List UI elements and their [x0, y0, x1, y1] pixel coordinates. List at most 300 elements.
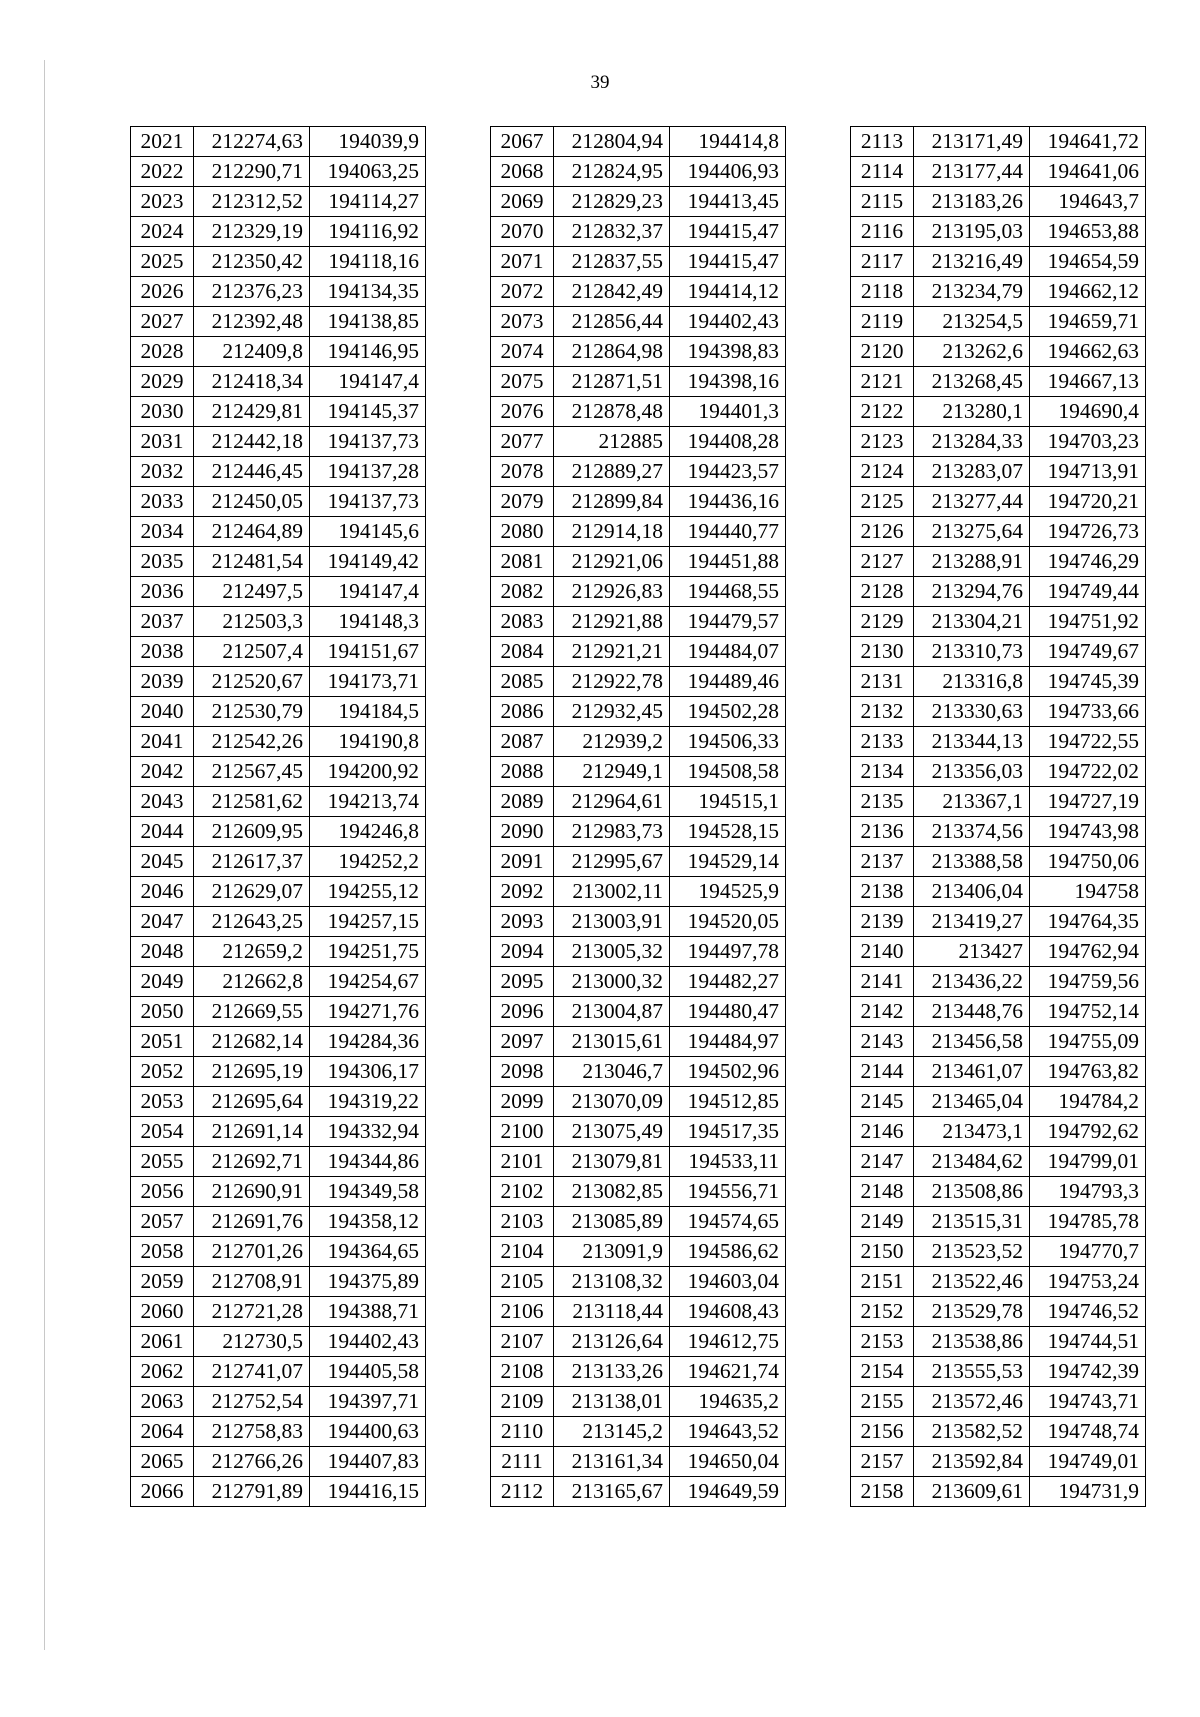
point-number-cell: 2142 — [851, 997, 914, 1027]
y-coordinate-cell: 194746,52 — [1030, 1297, 1146, 1327]
y-coordinate-cell: 194662,63 — [1030, 337, 1146, 367]
table-row — [491, 907, 786, 937]
y-coordinate-cell: 194770,7 — [1030, 1237, 1146, 1267]
point-number-cell: 2044 — [131, 817, 194, 847]
table-row — [491, 1117, 786, 1147]
x-coordinate-cell: 212864,98 — [554, 337, 670, 367]
x-coordinate-cell: 212922,78 — [554, 667, 670, 697]
x-coordinate-cell: 213582,52 — [914, 1417, 1030, 1447]
point-number-cell: 2023 — [131, 187, 194, 217]
table-row — [491, 787, 786, 817]
y-coordinate-cell: 194344,86 — [310, 1147, 426, 1177]
point-number-cell: 2112 — [491, 1477, 554, 1507]
x-coordinate-cell: 213002,11 — [554, 877, 670, 907]
table-row — [851, 1387, 1146, 1417]
point-number-cell: 2078 — [491, 457, 554, 487]
table-row — [491, 607, 786, 637]
point-number-cell: 2070 — [491, 217, 554, 247]
x-coordinate-cell: 212542,26 — [194, 727, 310, 757]
coordinates-table-2 — [490, 126, 786, 1507]
x-coordinate-cell: 212824,95 — [554, 157, 670, 187]
x-coordinate-cell: 213005,32 — [554, 937, 670, 967]
point-number-cell: 2106 — [491, 1297, 554, 1327]
y-coordinate-cell: 194506,33 — [670, 727, 786, 757]
y-coordinate-cell: 194749,44 — [1030, 577, 1146, 607]
point-number-cell: 2031 — [131, 427, 194, 457]
y-coordinate-cell: 194484,07 — [670, 637, 786, 667]
x-coordinate-cell: 212695,19 — [194, 1057, 310, 1087]
point-number-cell: 2104 — [491, 1237, 554, 1267]
x-coordinate-cell: 212290,71 — [194, 157, 310, 187]
y-coordinate-cell: 194145,6 — [310, 517, 426, 547]
x-coordinate-cell: 213046,7 — [554, 1057, 670, 1087]
point-number-cell: 2034 — [131, 517, 194, 547]
x-coordinate-cell: 212889,27 — [554, 457, 670, 487]
y-coordinate-cell: 194405,58 — [310, 1357, 426, 1387]
table-row — [491, 1417, 786, 1447]
y-coordinate-cell: 194744,51 — [1030, 1327, 1146, 1357]
x-coordinate-cell: 212418,34 — [194, 367, 310, 397]
point-number-cell: 2143 — [851, 1027, 914, 1057]
y-coordinate-cell: 194520,05 — [670, 907, 786, 937]
x-coordinate-cell: 212837,55 — [554, 247, 670, 277]
table-row — [131, 787, 426, 817]
point-number-cell: 2075 — [491, 367, 554, 397]
x-coordinate-cell: 212691,76 — [194, 1207, 310, 1237]
point-number-cell: 2123 — [851, 427, 914, 457]
y-coordinate-cell: 194574,65 — [670, 1207, 786, 1237]
table-row — [851, 1027, 1146, 1057]
point-number-cell: 2060 — [131, 1297, 194, 1327]
table-row — [131, 727, 426, 757]
point-number-cell: 2098 — [491, 1057, 554, 1087]
x-coordinate-cell: 213538,86 — [914, 1327, 1030, 1357]
x-coordinate-cell: 212464,89 — [194, 517, 310, 547]
y-coordinate-cell: 194118,16 — [310, 247, 426, 277]
table-row — [131, 217, 426, 247]
point-number-cell: 2076 — [491, 397, 554, 427]
table-row — [491, 337, 786, 367]
y-coordinate-cell: 194753,24 — [1030, 1267, 1146, 1297]
y-coordinate-cell: 194529,14 — [670, 847, 786, 877]
y-coordinate-cell: 194793,3 — [1030, 1177, 1146, 1207]
x-coordinate-cell: 213275,64 — [914, 517, 1030, 547]
y-coordinate-cell: 194621,74 — [670, 1357, 786, 1387]
y-coordinate-cell: 194147,4 — [310, 367, 426, 397]
y-coordinate-cell: 194413,45 — [670, 187, 786, 217]
point-number-cell: 2087 — [491, 727, 554, 757]
table-row — [851, 1057, 1146, 1087]
y-coordinate-cell: 194784,2 — [1030, 1087, 1146, 1117]
table-row — [131, 277, 426, 307]
point-number-cell: 2132 — [851, 697, 914, 727]
point-number-cell: 2103 — [491, 1207, 554, 1237]
point-number-cell: 2129 — [851, 607, 914, 637]
y-coordinate-cell: 194145,37 — [310, 397, 426, 427]
table-row — [131, 307, 426, 337]
point-number-cell: 2025 — [131, 247, 194, 277]
table-row — [491, 1327, 786, 1357]
point-number-cell: 2121 — [851, 367, 914, 397]
point-number-cell: 2156 — [851, 1417, 914, 1447]
y-coordinate-cell: 194667,13 — [1030, 367, 1146, 397]
table-row — [851, 697, 1146, 727]
point-number-cell: 2109 — [491, 1387, 554, 1417]
table-row — [491, 1237, 786, 1267]
y-coordinate-cell: 194246,8 — [310, 817, 426, 847]
point-number-cell: 2133 — [851, 727, 914, 757]
x-coordinate-cell: 212871,51 — [554, 367, 670, 397]
table-row — [491, 487, 786, 517]
point-number-cell: 2095 — [491, 967, 554, 997]
y-coordinate-cell: 194184,5 — [310, 697, 426, 727]
x-coordinate-cell: 212949,1 — [554, 757, 670, 787]
point-number-cell: 2099 — [491, 1087, 554, 1117]
table-row — [131, 1447, 426, 1477]
x-coordinate-cell: 212497,5 — [194, 577, 310, 607]
point-number-cell: 2073 — [491, 307, 554, 337]
table-row — [131, 247, 426, 277]
x-coordinate-cell: 212446,45 — [194, 457, 310, 487]
table-row — [491, 667, 786, 697]
point-number-cell: 2149 — [851, 1207, 914, 1237]
y-coordinate-cell: 194556,71 — [670, 1177, 786, 1207]
point-number-cell: 2086 — [491, 697, 554, 727]
table-row — [851, 367, 1146, 397]
point-number-cell: 2117 — [851, 247, 914, 277]
y-coordinate-cell: 194406,93 — [670, 157, 786, 187]
table-row — [491, 457, 786, 487]
table-row — [851, 487, 1146, 517]
table-row — [491, 1147, 786, 1177]
table-row — [131, 487, 426, 517]
x-coordinate-cell: 213161,34 — [554, 1447, 670, 1477]
point-number-cell: 2081 — [491, 547, 554, 577]
table-row — [491, 997, 786, 1027]
x-coordinate-cell: 212752,54 — [194, 1387, 310, 1417]
y-coordinate-cell: 194720,21 — [1030, 487, 1146, 517]
point-number-cell: 2085 — [491, 667, 554, 697]
table-row — [851, 1267, 1146, 1297]
table-row — [851, 607, 1146, 637]
y-coordinate-cell: 194742,39 — [1030, 1357, 1146, 1387]
table-row — [851, 757, 1146, 787]
table-row — [851, 1237, 1146, 1267]
x-coordinate-cell: 213000,32 — [554, 967, 670, 997]
x-coordinate-cell: 213448,76 — [914, 997, 1030, 1027]
table-row — [131, 667, 426, 697]
point-number-cell: 2147 — [851, 1147, 914, 1177]
table-row — [491, 1297, 786, 1327]
coordinates-table-3 — [850, 126, 1146, 1507]
y-coordinate-cell: 194468,55 — [670, 577, 786, 607]
y-coordinate-cell: 194484,97 — [670, 1027, 786, 1057]
table-row — [851, 517, 1146, 547]
point-number-cell: 2037 — [131, 607, 194, 637]
x-coordinate-cell: 213126,64 — [554, 1327, 670, 1357]
x-coordinate-cell: 213138,01 — [554, 1387, 670, 1417]
point-number-cell: 2152 — [851, 1297, 914, 1327]
x-coordinate-cell: 212662,8 — [194, 967, 310, 997]
table-row — [491, 757, 786, 787]
point-number-cell: 2049 — [131, 967, 194, 997]
y-coordinate-cell: 194114,27 — [310, 187, 426, 217]
x-coordinate-cell: 212878,48 — [554, 397, 670, 427]
y-coordinate-cell: 194284,36 — [310, 1027, 426, 1057]
x-coordinate-cell: 212274,63 — [194, 127, 310, 157]
y-coordinate-cell: 194743,71 — [1030, 1387, 1146, 1417]
x-coordinate-cell: 213310,73 — [914, 637, 1030, 667]
y-coordinate-cell: 194502,28 — [670, 697, 786, 727]
point-number-cell: 2092 — [491, 877, 554, 907]
table-row — [851, 1177, 1146, 1207]
y-coordinate-cell: 194799,01 — [1030, 1147, 1146, 1177]
table-row — [491, 547, 786, 577]
point-number-cell: 2069 — [491, 187, 554, 217]
point-number-cell: 2113 — [851, 127, 914, 157]
table-row — [131, 997, 426, 1027]
table-row — [491, 727, 786, 757]
point-number-cell: 2128 — [851, 577, 914, 607]
y-coordinate-cell: 194482,27 — [670, 967, 786, 997]
y-coordinate-cell: 194746,29 — [1030, 547, 1146, 577]
table-row — [131, 1357, 426, 1387]
point-number-cell: 2094 — [491, 937, 554, 967]
table-row — [131, 427, 426, 457]
y-coordinate-cell: 194402,43 — [310, 1327, 426, 1357]
point-number-cell: 2059 — [131, 1267, 194, 1297]
table-row — [491, 277, 786, 307]
y-coordinate-cell: 194398,16 — [670, 367, 786, 397]
table-row — [851, 847, 1146, 877]
x-coordinate-cell: 212804,94 — [554, 127, 670, 157]
y-coordinate-cell: 194137,73 — [310, 487, 426, 517]
x-coordinate-cell: 213003,91 — [554, 907, 670, 937]
y-coordinate-cell: 194414,8 — [670, 127, 786, 157]
y-coordinate-cell: 194612,75 — [670, 1327, 786, 1357]
x-coordinate-cell: 212691,14 — [194, 1117, 310, 1147]
point-number-cell: 2150 — [851, 1237, 914, 1267]
table-row — [131, 1057, 426, 1087]
y-coordinate-cell: 194641,72 — [1030, 127, 1146, 157]
table-row — [491, 397, 786, 427]
x-coordinate-cell: 213177,44 — [914, 157, 1030, 187]
table-row — [131, 1297, 426, 1327]
point-number-cell: 2126 — [851, 517, 914, 547]
x-coordinate-cell: 213344,13 — [914, 727, 1030, 757]
point-number-cell: 2058 — [131, 1237, 194, 1267]
point-number-cell: 2030 — [131, 397, 194, 427]
x-coordinate-cell: 213484,62 — [914, 1147, 1030, 1177]
table-row — [491, 157, 786, 187]
table-row — [131, 697, 426, 727]
point-number-cell: 2158 — [851, 1477, 914, 1507]
y-coordinate-cell: 194252,2 — [310, 847, 426, 877]
y-coordinate-cell: 194497,78 — [670, 937, 786, 967]
point-number-cell: 2146 — [851, 1117, 914, 1147]
y-coordinate-cell: 194138,85 — [310, 307, 426, 337]
table-row — [131, 967, 426, 997]
y-coordinate-cell: 194479,57 — [670, 607, 786, 637]
y-coordinate-cell: 194364,65 — [310, 1237, 426, 1267]
table-row — [131, 907, 426, 937]
table-row — [491, 1267, 786, 1297]
x-coordinate-cell: 212350,42 — [194, 247, 310, 277]
y-coordinate-cell: 194758 — [1030, 877, 1146, 907]
point-number-cell: 2036 — [131, 577, 194, 607]
point-number-cell: 2064 — [131, 1417, 194, 1447]
table-row — [131, 1027, 426, 1057]
y-coordinate-cell: 194398,83 — [670, 337, 786, 367]
x-coordinate-cell: 213085,89 — [554, 1207, 670, 1237]
point-number-cell: 2118 — [851, 277, 914, 307]
y-coordinate-cell: 194515,1 — [670, 787, 786, 817]
table-row — [851, 277, 1146, 307]
x-coordinate-cell: 212695,64 — [194, 1087, 310, 1117]
x-coordinate-cell: 212995,67 — [554, 847, 670, 877]
table-row — [851, 577, 1146, 607]
y-coordinate-cell: 194257,15 — [310, 907, 426, 937]
x-coordinate-cell: 213262,6 — [914, 337, 1030, 367]
y-coordinate-cell: 194763,82 — [1030, 1057, 1146, 1087]
y-coordinate-cell: 194726,73 — [1030, 517, 1146, 547]
y-coordinate-cell: 194731,9 — [1030, 1477, 1146, 1507]
y-coordinate-cell: 194792,62 — [1030, 1117, 1146, 1147]
point-number-cell: 2042 — [131, 757, 194, 787]
point-number-cell: 2084 — [491, 637, 554, 667]
x-coordinate-cell: 213234,79 — [914, 277, 1030, 307]
y-coordinate-cell: 194727,19 — [1030, 787, 1146, 817]
x-coordinate-cell: 213280,1 — [914, 397, 1030, 427]
page-number: 39 — [590, 72, 610, 93]
y-coordinate-cell: 194116,92 — [310, 217, 426, 247]
y-coordinate-cell: 194063,25 — [310, 157, 426, 187]
table-row — [131, 817, 426, 847]
x-coordinate-cell: 212730,5 — [194, 1327, 310, 1357]
y-coordinate-cell: 194148,3 — [310, 607, 426, 637]
y-coordinate-cell: 194635,2 — [670, 1387, 786, 1417]
x-coordinate-cell: 212842,49 — [554, 277, 670, 307]
table-row — [851, 1417, 1146, 1447]
x-coordinate-cell: 212758,83 — [194, 1417, 310, 1447]
point-number-cell: 2066 — [131, 1477, 194, 1507]
table-row — [131, 1177, 426, 1207]
x-coordinate-cell: 212609,95 — [194, 817, 310, 847]
y-coordinate-cell: 194149,42 — [310, 547, 426, 577]
x-coordinate-cell: 212520,67 — [194, 667, 310, 697]
point-number-cell: 2043 — [131, 787, 194, 817]
x-coordinate-cell: 213195,03 — [914, 217, 1030, 247]
table-row — [491, 1387, 786, 1417]
x-coordinate-cell: 212921,21 — [554, 637, 670, 667]
y-coordinate-cell: 194743,98 — [1030, 817, 1146, 847]
point-number-cell: 2125 — [851, 487, 914, 517]
y-coordinate-cell: 194414,12 — [670, 277, 786, 307]
y-coordinate-cell: 194436,16 — [670, 487, 786, 517]
y-coordinate-cell: 194748,74 — [1030, 1417, 1146, 1447]
x-coordinate-cell: 212832,37 — [554, 217, 670, 247]
table-row — [851, 1327, 1146, 1357]
point-number-cell: 2040 — [131, 697, 194, 727]
y-coordinate-cell: 194751,92 — [1030, 607, 1146, 637]
y-coordinate-cell: 194358,12 — [310, 1207, 426, 1237]
point-number-cell: 2137 — [851, 847, 914, 877]
x-coordinate-cell: 212692,71 — [194, 1147, 310, 1177]
point-number-cell: 2057 — [131, 1207, 194, 1237]
x-coordinate-cell: 213133,26 — [554, 1357, 670, 1387]
table-row — [131, 397, 426, 427]
point-number-cell: 2088 — [491, 757, 554, 787]
point-number-cell: 2048 — [131, 937, 194, 967]
y-coordinate-cell: 194255,12 — [310, 877, 426, 907]
x-coordinate-cell: 213288,91 — [914, 547, 1030, 577]
y-coordinate-cell: 194388,71 — [310, 1297, 426, 1327]
point-number-cell: 2053 — [131, 1087, 194, 1117]
table-row — [851, 877, 1146, 907]
y-coordinate-cell: 194653,88 — [1030, 217, 1146, 247]
x-coordinate-cell: 213304,21 — [914, 607, 1030, 637]
table-row — [131, 757, 426, 787]
table-row — [851, 457, 1146, 487]
y-coordinate-cell: 194643,7 — [1030, 187, 1146, 217]
x-coordinate-cell: 212617,37 — [194, 847, 310, 877]
y-coordinate-cell: 194659,71 — [1030, 307, 1146, 337]
table-row — [851, 337, 1146, 367]
x-coordinate-cell: 212643,25 — [194, 907, 310, 937]
point-number-cell: 2101 — [491, 1147, 554, 1177]
table-row — [491, 1177, 786, 1207]
x-coordinate-cell: 212708,91 — [194, 1267, 310, 1297]
table-row — [131, 457, 426, 487]
point-number-cell: 2046 — [131, 877, 194, 907]
point-number-cell: 2138 — [851, 877, 914, 907]
table-row — [851, 817, 1146, 847]
point-number-cell: 2153 — [851, 1327, 914, 1357]
x-coordinate-cell: 212581,62 — [194, 787, 310, 817]
x-coordinate-cell: 213294,76 — [914, 577, 1030, 607]
y-coordinate-cell: 194416,15 — [310, 1477, 426, 1507]
table-row — [491, 697, 786, 727]
y-coordinate-cell: 194251,75 — [310, 937, 426, 967]
y-coordinate-cell: 194151,67 — [310, 637, 426, 667]
x-coordinate-cell: 212914,18 — [554, 517, 670, 547]
x-coordinate-cell: 213515,31 — [914, 1207, 1030, 1237]
table-row — [851, 1117, 1146, 1147]
table-row — [491, 1447, 786, 1477]
x-coordinate-cell: 212721,28 — [194, 1297, 310, 1327]
point-number-cell: 2047 — [131, 907, 194, 937]
x-coordinate-cell: 213004,87 — [554, 997, 670, 1027]
table-row — [851, 787, 1146, 817]
table-row — [491, 517, 786, 547]
table-row — [851, 727, 1146, 757]
y-coordinate-cell: 194400,63 — [310, 1417, 426, 1447]
point-number-cell: 2090 — [491, 817, 554, 847]
x-coordinate-cell: 213529,78 — [914, 1297, 1030, 1327]
table-row — [131, 337, 426, 367]
x-coordinate-cell: 212964,61 — [554, 787, 670, 817]
x-coordinate-cell: 212530,79 — [194, 697, 310, 727]
point-number-cell: 2041 — [131, 727, 194, 757]
table-row — [131, 637, 426, 667]
x-coordinate-cell: 213091,9 — [554, 1237, 670, 1267]
x-coordinate-cell: 213473,1 — [914, 1117, 1030, 1147]
y-coordinate-cell: 194603,04 — [670, 1267, 786, 1297]
table-row — [491, 817, 786, 847]
table-row — [491, 937, 786, 967]
point-number-cell: 2096 — [491, 997, 554, 1027]
table-row — [851, 997, 1146, 1027]
